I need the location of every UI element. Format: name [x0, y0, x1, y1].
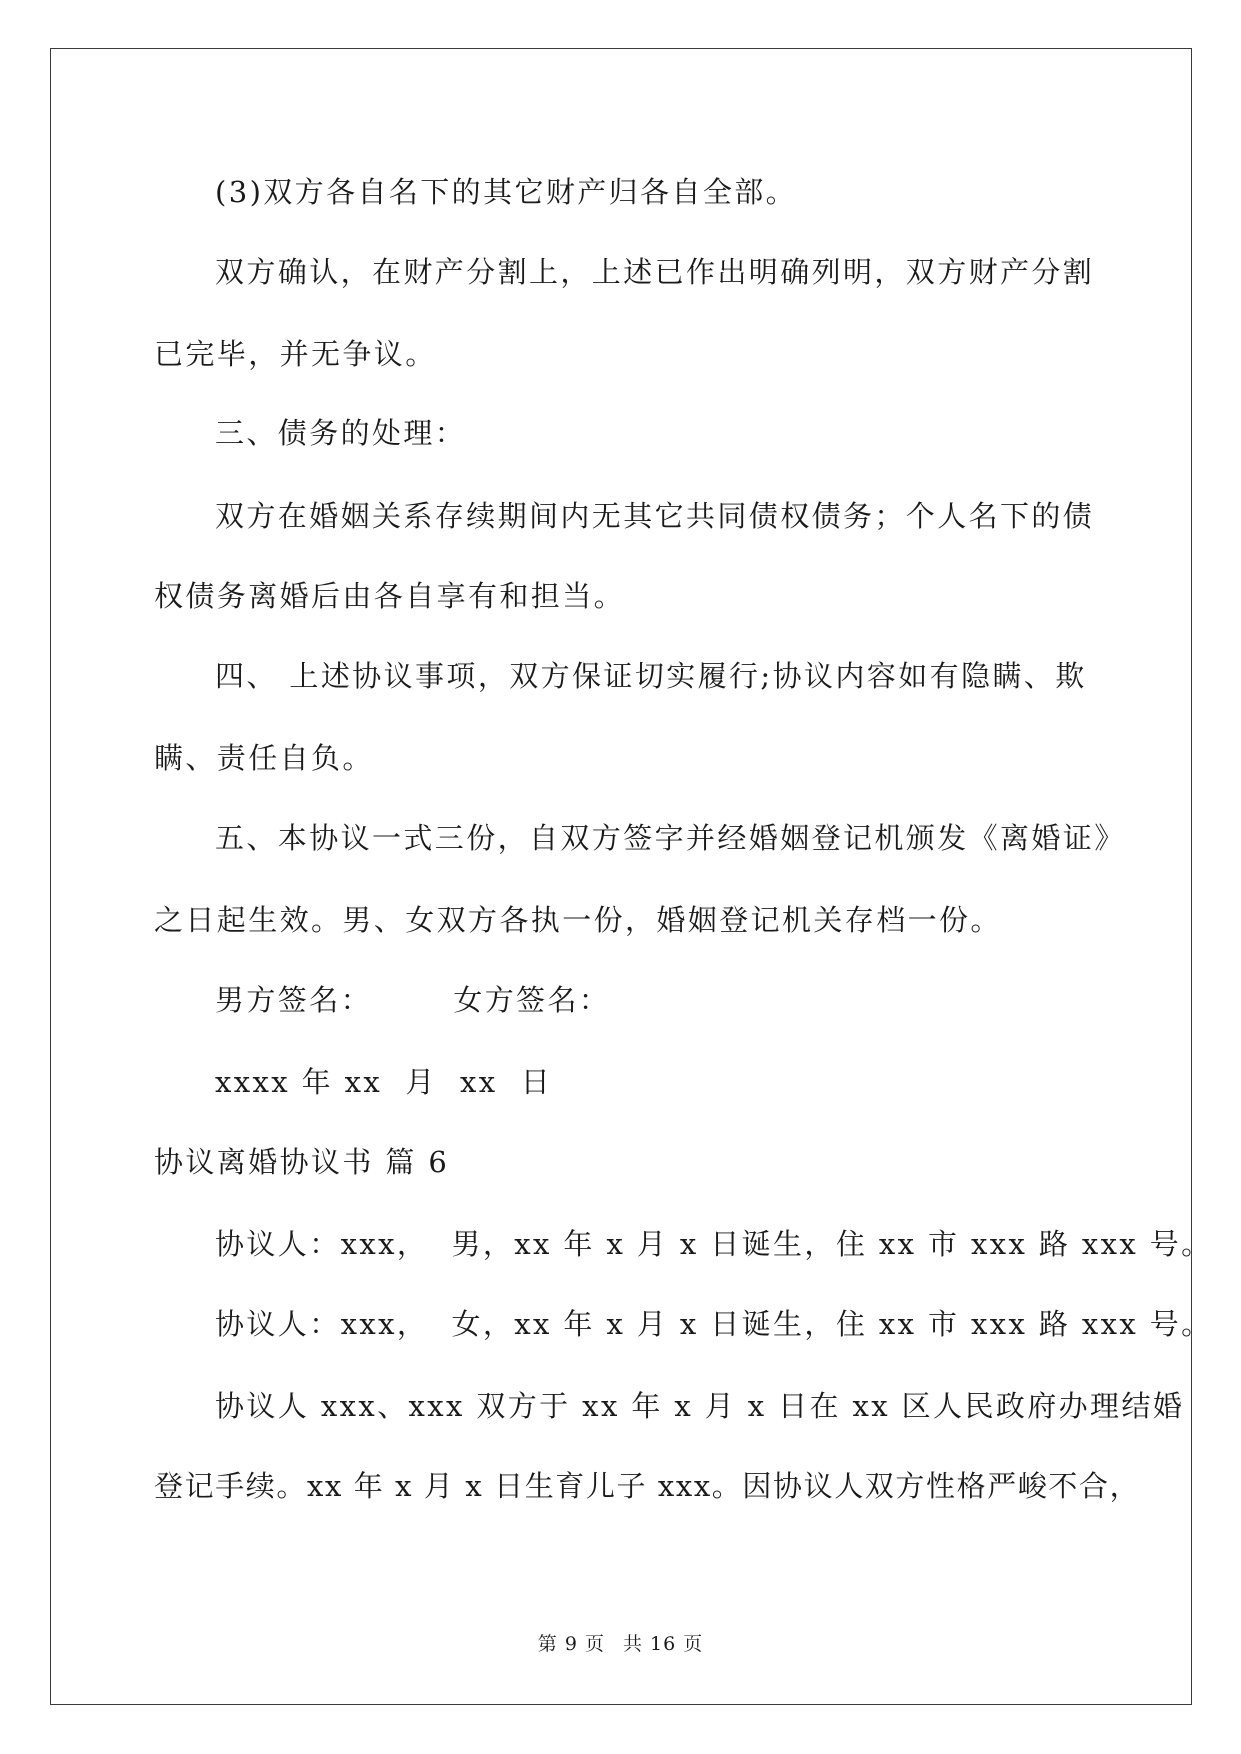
page-footer	[0, 1631, 1241, 1657]
date-line: xxxx 年 xx 月 xx 日	[215, 1065, 553, 1099]
paragraph-line: 权债务离婚后由各自享有和担当。	[154, 579, 626, 613]
paragraph-line: 双方确认，在财产分割上，上述已作出明确列明，双方财产分割	[215, 255, 1095, 289]
paragraph-line: 五、本协议一式三份，自双方签字并经婚姻登记机颁发《离婚证》	[215, 821, 1126, 855]
section-title: 协议离婚协议书 篇 6	[154, 1145, 450, 1179]
page-number: 第 9 页	[537, 1633, 605, 1655]
page-total: 共 16 页	[622, 1633, 704, 1655]
paragraph-line: (3)双方各自名下的其它财产归各自全部。	[215, 175, 798, 209]
paragraph-line: 之日起生效。男、女双方各执一份，婚姻登记机关存档一份。	[154, 903, 1002, 937]
party-line: 协议人：xxx， 女，xx 年 x 月 x 日诞生，住 xx 市 xxx 路 xxx 号。	[215, 1307, 1213, 1341]
page-border	[50, 48, 1192, 1705]
party-line: 协议人：xxx， 男，xx 年 x 月 x 日诞生，住 xx 市 xxx 路 xxx 号。	[215, 1227, 1213, 1261]
paragraph-line: 已完毕，并无争议。	[154, 337, 437, 371]
paragraph-line: 协议人 xxx、xxx 双方于 xx 年 x 月 x 日在 xx 区人民政府办理结婚	[215, 1389, 1185, 1423]
section-heading: 三、债务的处理：	[215, 416, 467, 450]
paragraph-line: 双方在婚姻关系存续期间内无其它共同债权债务；个人名下的债	[215, 499, 1095, 533]
paragraph-line: 四、 上述协议事项，双方保证切实履行;协议内容如有隐瞒、欺	[215, 659, 1087, 693]
signature-line: 男方签名： 女方签名：	[215, 983, 611, 1017]
paragraph-line: 登记手续。xx 年 x 月 x 日生育儿子 xxx。因协议人双方性格严峻不合，	[154, 1469, 1141, 1503]
paragraph-line: 瞒、责任自负。	[154, 741, 374, 775]
